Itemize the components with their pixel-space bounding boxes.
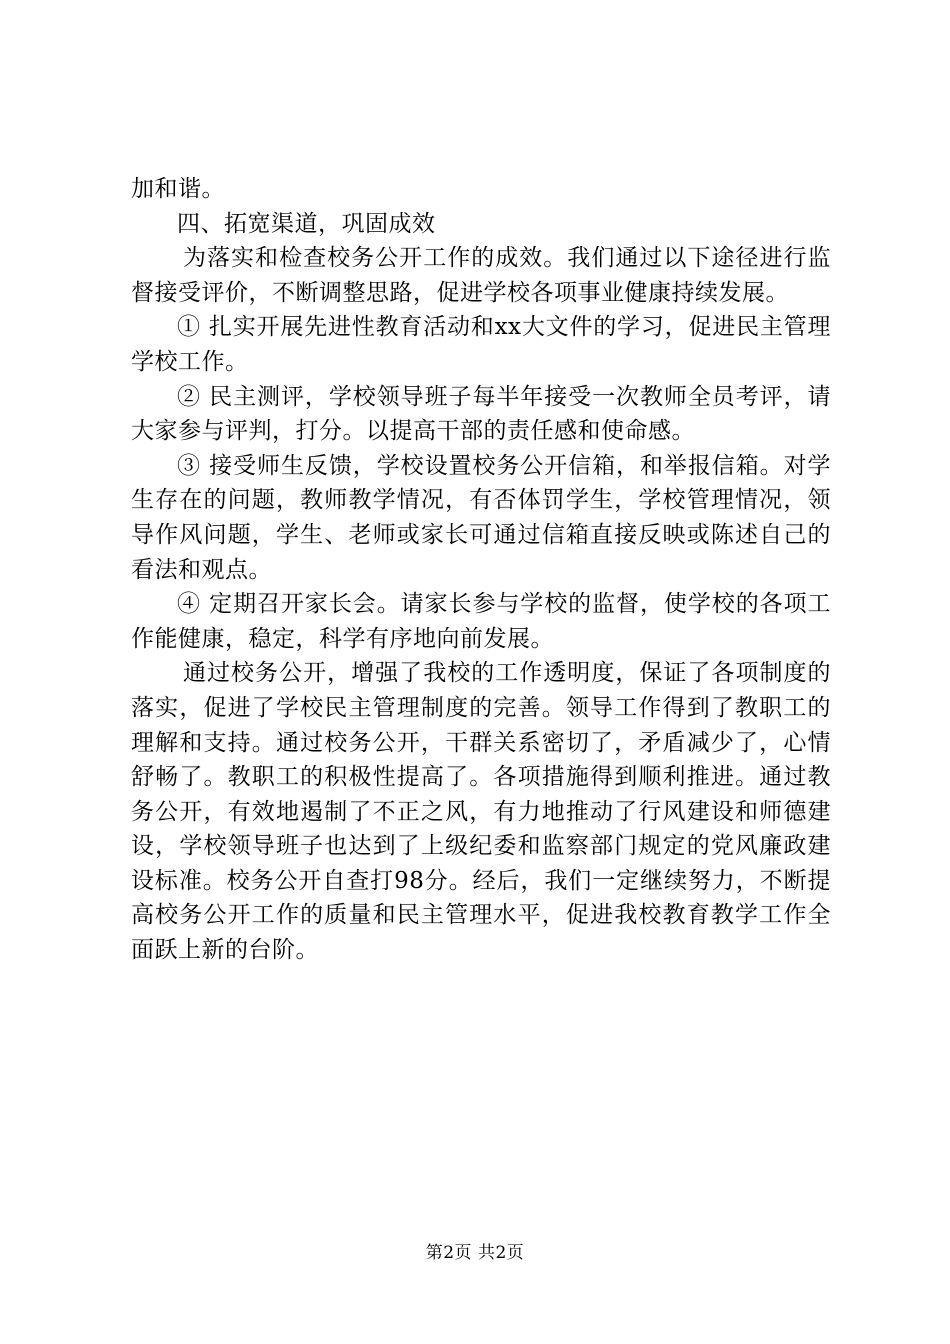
paragraph-continuation: 加和谐。 [131,176,225,202]
list-item-1: ① 扎实开展先进性教育活动和xx大文件的学习，促进民主管理学校工作。 [131,314,831,375]
paragraph-conclusion: 通过校务公开，增强了我校的工作透明度，保证了各项制度的落实，促进了学校民主管理制度的完善。领导工作得到了教职工的理解和支持。通过校务公开，干群关系密切了，矛盾减少了，心情舒畅了。教职工的积极性提高了。各项措施得到顺利推进。通过教务公开，有效地遏制了不正之风，有力地推动了行风建设和师德建设，学校领导班子也达到了上级纪委和监察部门规定的党风廉政建设标准。校务公开自查打98分。经后，我们一定继续努力，不断提高校务公开工作的质量和民主管理水平，促进我校教育教学工作全面跃上新的台阶。 [131,660,831,964]
document-body [131,172,831,968]
section-heading: 四、拓宽渠道，巩固成效 [177,210,436,237]
list-item-2: ② 民主测评，学校领导班子每半年接受一次教师全员考评，请大家参与评判，打分。以提高干部的责任感和使命感。 [131,383,831,445]
list-item-3: ③ 接受师生反馈，学校设置校务公开信箱，和举报信箱。对学生存在的问题，教师教学情况，有否体罚学生，学校管理情况，领导作风问题，学生、老师或家长可通过信箱直接反映或陈述自己的看法和观点。 [131,452,831,583]
paragraph-intro: 为落实和检查校务公开工作的成效。我们通过以下途径进行监督接受评价，不断调整思路，促进学校各项事业健康持续发展。 [131,245,831,306]
list-item-4: ④ 定期召开家长会。请家长参与学校的监督，使学校的各项工作能健康，稳定，科学有序地向前发展。 [131,591,831,652]
page-number-footer: 第2页 共2页 [425,1243,525,1263]
